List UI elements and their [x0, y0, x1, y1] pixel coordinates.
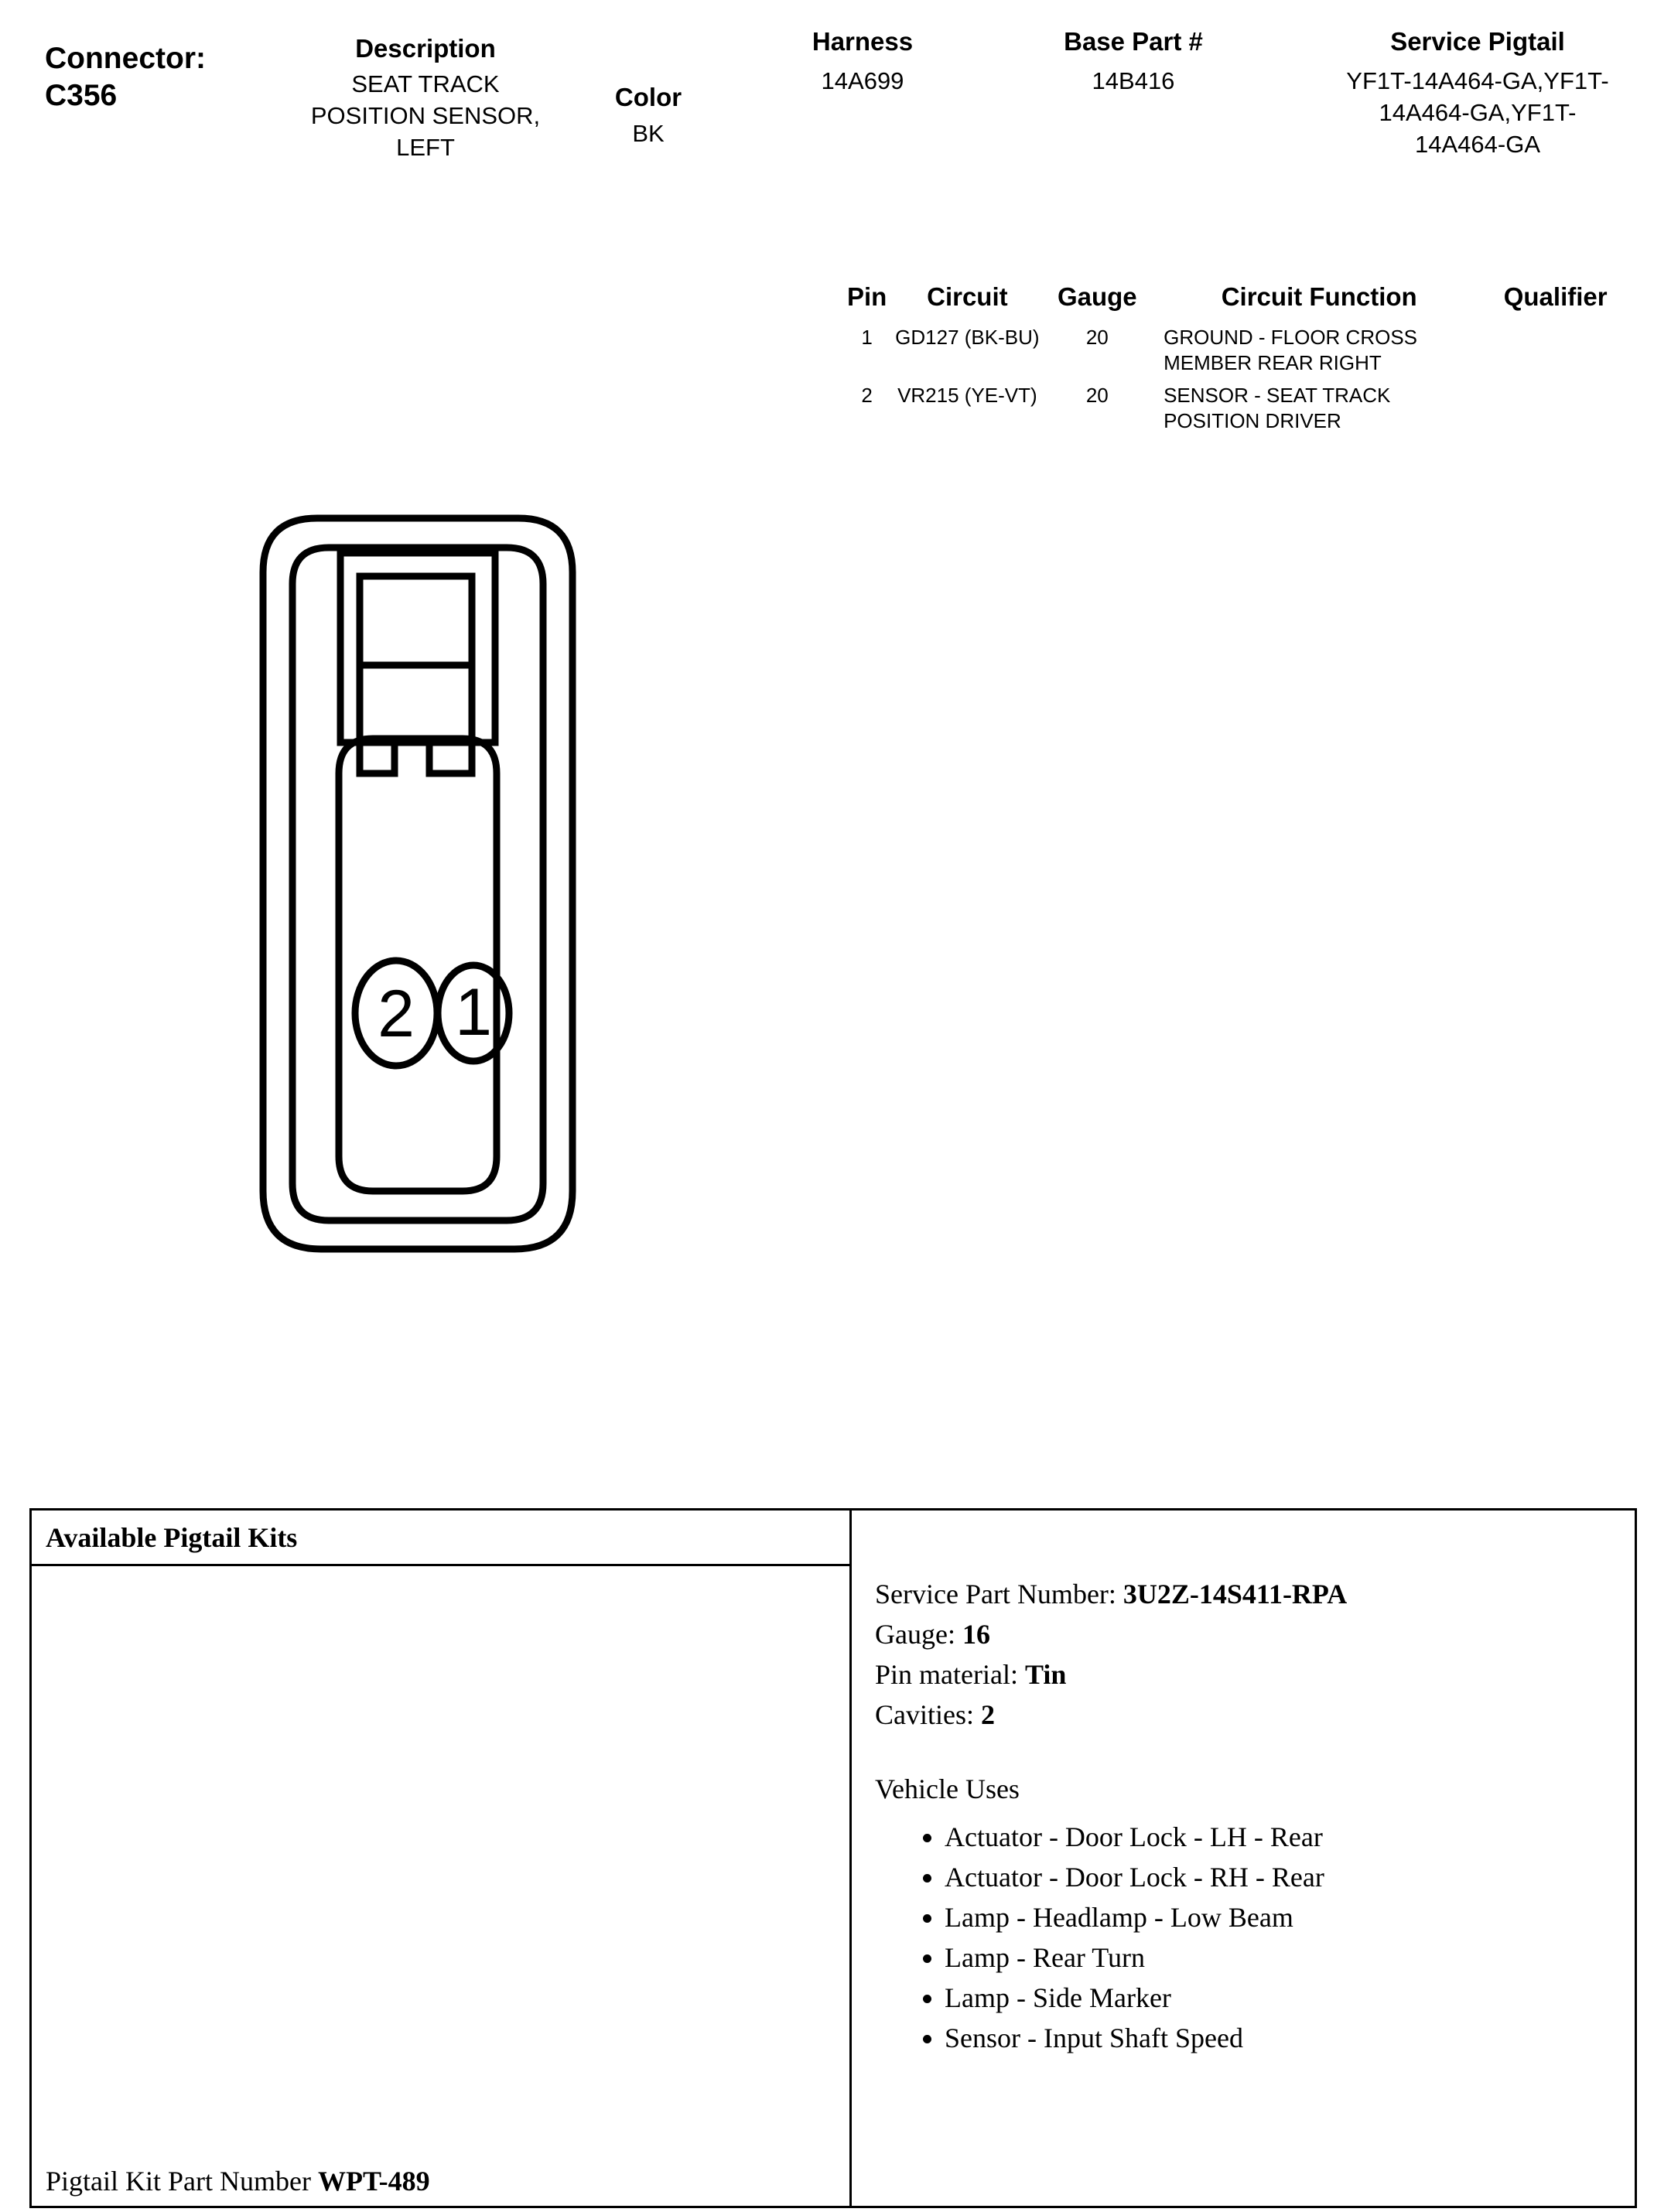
cell-gauge: 20 [1085, 384, 1109, 407]
base-part-value: 14B416 [1092, 67, 1175, 94]
pin-material-label: Pin material: [875, 1659, 1018, 1690]
vehicle-uses-list [875, 1817, 1637, 2058]
cell-circuit-function: GROUND - FLOOR CROSS MEMBER REAR RIGHT [1164, 326, 1418, 374]
pin-material-value: Tin [1024, 1659, 1067, 1690]
pigtail-panel-title: Available Pigtail Kits [46, 1522, 298, 1553]
gauge-row [875, 1614, 1637, 1654]
cell-circuit-function: SENSOR - SEAT TRACK POSITION DRIVER [1164, 384, 1391, 432]
cavity-label-1: 1 [455, 975, 492, 1050]
cavity-label-2: 2 [378, 977, 415, 1051]
pigtail-kit-part-number-value: WPT-489 [317, 2166, 430, 2197]
list-item: • Actuator - Door Lock - LH - Rear [945, 1817, 1637, 1857]
cell-pin: 1 [861, 326, 873, 349]
harness-value: 14A699 [821, 67, 904, 94]
pigtail-kit-part-number-label: Pigtail Kit Part Number [46, 2166, 311, 2197]
cell-gauge: 20 [1085, 326, 1109, 349]
pigtail-gauge-label: Gauge: [875, 1619, 955, 1650]
pin-table [839, 282, 1636, 439]
cavities-value: 2 [981, 1699, 995, 1730]
connector-diagram [162, 418, 704, 1369]
description-value: SEAT TRACK POSITION SENSOR, LEFT [310, 70, 541, 161]
cell-qualifier [1475, 323, 1636, 381]
cavities-label: Cavities: [875, 1699, 974, 1730]
service-pigtail-label: Service Pigtail [1390, 27, 1565, 56]
column-header-circuit-function: Circuit Function [1221, 282, 1417, 311]
pigtail-details-cell [852, 1566, 1637, 2208]
column-header-pin: Pin [846, 282, 887, 311]
column-header-gauge: Gauge [1057, 282, 1137, 311]
pigtail-image-cell [32, 1566, 852, 2208]
vehicle-uses-title: Vehicle Uses [875, 1773, 1020, 1804]
service-part-number-row [875, 1574, 1637, 1614]
cell-circuit: GD127 (BK-BU) [895, 326, 1040, 349]
table-row [839, 381, 1636, 439]
table-row [839, 323, 1636, 381]
color-value: BK [632, 120, 665, 147]
cell-pin: 2 [861, 384, 873, 407]
cell-qualifier [1475, 381, 1636, 439]
connector-word-label: Connector: [45, 42, 206, 75]
list-item: • Sensor - Input Shaft Speed [945, 2018, 1637, 2058]
table-header-row [839, 282, 1636, 323]
cell-circuit: VR215 (YE-VT) [897, 384, 1037, 407]
list-item: • Lamp - Side Marker [945, 1978, 1637, 2018]
pigtail-kit-part-number [46, 2165, 430, 2197]
service-part-number-value: 3U2Z-14S411-RPA [1123, 1579, 1348, 1610]
column-header-qualifier: Qualifier [1503, 282, 1608, 311]
list-item: • Lamp - Headlamp - Low Beam [945, 1897, 1637, 1937]
description-label: Description [355, 34, 496, 63]
pin-material-row [875, 1654, 1637, 1695]
harness-label: Harness [812, 27, 914, 56]
pigtail-gauge-value: 16 [962, 1619, 990, 1650]
color-label: Color [614, 83, 682, 111]
list-item: • Lamp - Rear Turn [945, 1937, 1637, 1978]
cavities-row [875, 1695, 1637, 1735]
available-pigtail-kits-panel [29, 1508, 1637, 2208]
service-pigtail-value: YF1T-14A464-GA,YF1T-14A464-GA,YF1T-14A464-GA [1346, 67, 1609, 158]
column-header-circuit: Circuit [927, 282, 1008, 311]
list-item: • Actuator - Door Lock - RH - Rear [945, 1857, 1637, 1897]
base-part-label: Base Part # [1064, 27, 1203, 56]
connector-header [0, 0, 1671, 247]
connector-id: C356 [45, 79, 118, 112]
service-part-number-label: Service Part Number: [875, 1579, 1116, 1610]
pigtail-title-cell [32, 1511, 852, 1566]
